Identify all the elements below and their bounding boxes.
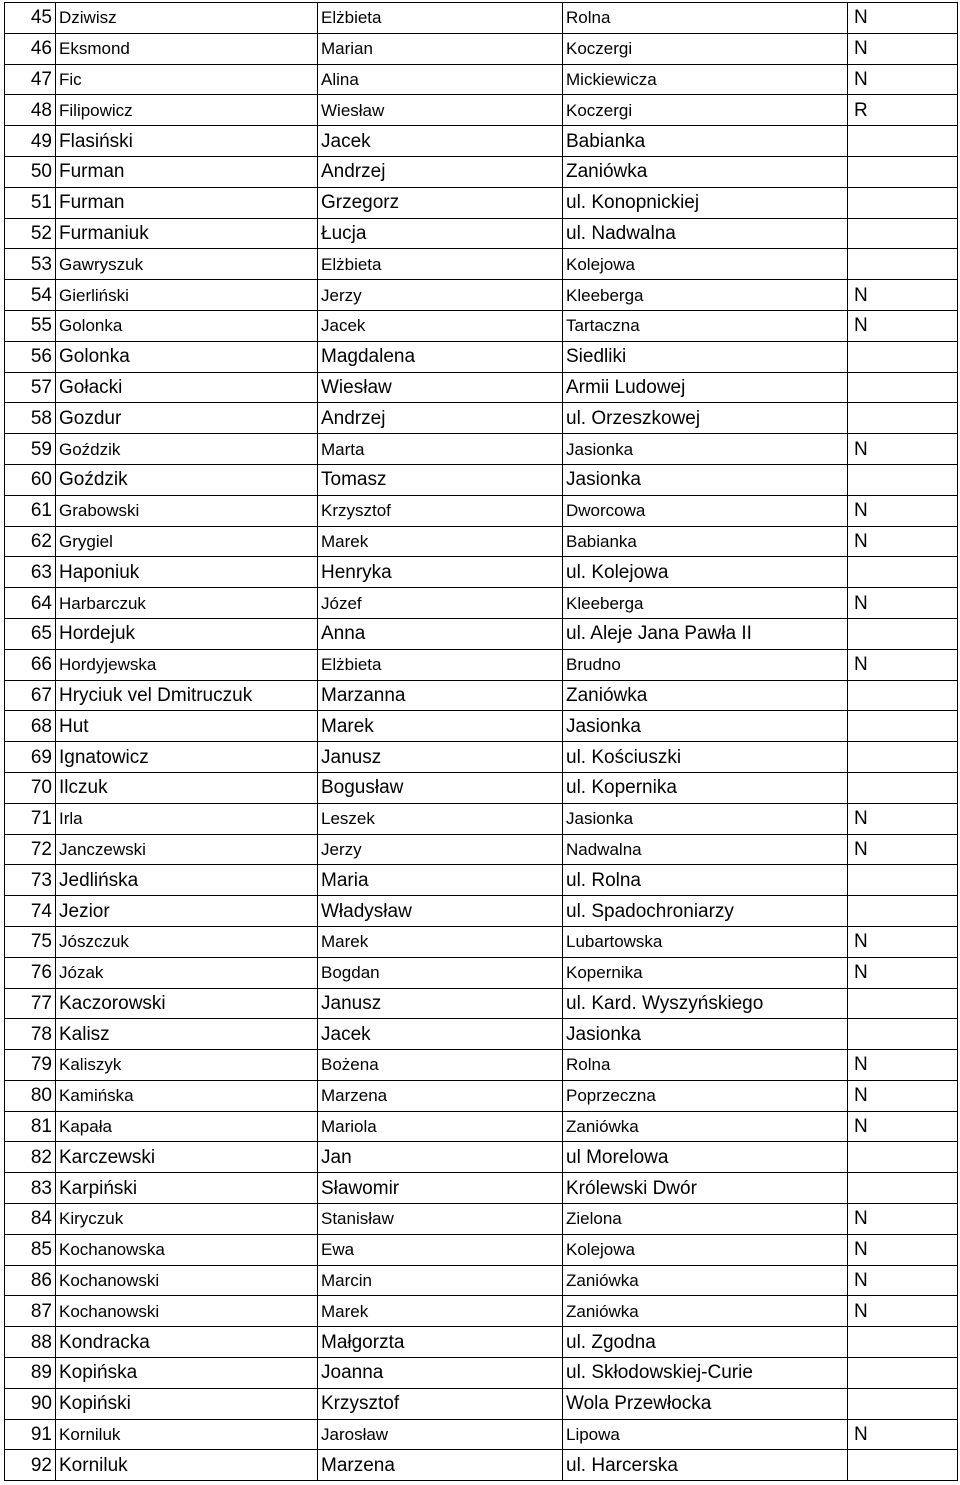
surname-cell: Korniluk	[56, 1419, 318, 1450]
row-number-cell: 75	[5, 926, 56, 957]
status-flag-cell	[848, 1327, 958, 1358]
first-name-cell: Bogdan	[318, 957, 563, 988]
surname-cell: Hordyjewska	[56, 649, 318, 680]
first-name-cell: Krzysztof	[318, 1388, 563, 1419]
address-cell: ul. Kościuszki	[563, 742, 848, 773]
first-name-cell: Łucja	[318, 218, 563, 249]
table-row	[5, 1050, 958, 1081]
status-flag-cell: N	[848, 1050, 958, 1081]
row-number-cell: 53	[5, 249, 56, 280]
first-name-cell: Jan	[318, 1142, 563, 1173]
first-name-cell: Józef	[318, 588, 563, 619]
table-row	[5, 33, 958, 64]
status-flag-cell	[848, 464, 958, 495]
surname-cell: Jezior	[56, 896, 318, 927]
surname-cell: Karpiński	[56, 1173, 318, 1204]
surname-cell: Filipowicz	[56, 95, 318, 126]
surname-cell: Hut	[56, 711, 318, 742]
surname-cell: Goździk	[56, 464, 318, 495]
status-flag-cell: N	[848, 1234, 958, 1265]
status-flag-cell: N	[848, 1111, 958, 1142]
row-number-cell: 57	[5, 372, 56, 403]
row-number-cell: 65	[5, 618, 56, 649]
surname-cell: Kondracka	[56, 1327, 318, 1358]
surname-cell: Fic	[56, 64, 318, 95]
address-cell: Jasionka	[563, 1019, 848, 1050]
address-cell: Nadwalna	[563, 834, 848, 865]
row-number-cell: 64	[5, 588, 56, 619]
status-flag-cell	[848, 618, 958, 649]
status-flag-cell	[848, 1358, 958, 1389]
row-number-cell: 82	[5, 1142, 56, 1173]
surname-cell: Jószczuk	[56, 926, 318, 957]
row-number-cell: 52	[5, 218, 56, 249]
first-name-cell: Marzanna	[318, 680, 563, 711]
first-name-cell: Małgorzta	[318, 1327, 563, 1358]
address-cell: Brudno	[563, 649, 848, 680]
table-row	[5, 1358, 958, 1389]
first-name-cell: Wiesław	[318, 95, 563, 126]
status-flag-cell: N	[848, 1080, 958, 1111]
address-cell: ul. Kard. Wyszyńskiego	[563, 988, 848, 1019]
status-flag-cell	[848, 218, 958, 249]
status-flag-cell	[848, 988, 958, 1019]
row-number-cell: 45	[5, 3, 56, 34]
row-number-cell: 77	[5, 988, 56, 1019]
status-flag-cell	[848, 187, 958, 218]
surname-cell: Gawryszuk	[56, 249, 318, 280]
surname-cell: Kochanowska	[56, 1234, 318, 1265]
address-cell: ul. Rolna	[563, 865, 848, 896]
table-row	[5, 310, 958, 341]
surname-cell: Kopiński	[56, 1388, 318, 1419]
status-flag-cell	[848, 341, 958, 372]
row-number-cell: 62	[5, 526, 56, 557]
table-row	[5, 1296, 958, 1327]
table-row	[5, 1173, 958, 1204]
surname-cell: Gierliński	[56, 280, 318, 311]
surname-cell: Harbarczuk	[56, 588, 318, 619]
surname-cell: Kapała	[56, 1111, 318, 1142]
surname-cell: Furman	[56, 156, 318, 187]
surname-cell: Gozdur	[56, 403, 318, 434]
table-row	[5, 803, 958, 834]
surname-cell: Korniluk	[56, 1450, 318, 1481]
table-row	[5, 1019, 958, 1050]
surname-cell: Karczewski	[56, 1142, 318, 1173]
table-row	[5, 711, 958, 742]
first-name-cell: Janusz	[318, 988, 563, 1019]
row-number-cell: 91	[5, 1419, 56, 1450]
first-name-cell: Elżbieta	[318, 649, 563, 680]
row-number-cell: 92	[5, 1450, 56, 1481]
address-cell: Kleeberga	[563, 280, 848, 311]
surname-cell: Kaczorowski	[56, 988, 318, 1019]
surname-cell: Kamińska	[56, 1080, 318, 1111]
first-name-cell: Joanna	[318, 1358, 563, 1389]
status-flag-cell: N	[848, 588, 958, 619]
row-number-cell: 61	[5, 495, 56, 526]
surname-cell: Furmaniuk	[56, 218, 318, 249]
row-number-cell: 84	[5, 1204, 56, 1235]
row-number-cell: 89	[5, 1358, 56, 1389]
row-number-cell: 58	[5, 403, 56, 434]
address-cell: Siedliki	[563, 341, 848, 372]
first-name-cell: Ewa	[318, 1234, 563, 1265]
first-name-cell: Marcin	[318, 1265, 563, 1296]
surname-cell: Grabowski	[56, 495, 318, 526]
table-row	[5, 280, 958, 311]
status-flag-cell: N	[848, 33, 958, 64]
table-row	[5, 187, 958, 218]
first-name-cell: Henryka	[318, 557, 563, 588]
surname-cell: Kiryczuk	[56, 1204, 318, 1235]
table-row	[5, 649, 958, 680]
table-row	[5, 434, 958, 465]
row-number-cell: 49	[5, 126, 56, 157]
table-row	[5, 618, 958, 649]
first-name-cell: Jacek	[318, 1019, 563, 1050]
address-cell: Zielona	[563, 1204, 848, 1235]
address-cell: Rolna	[563, 1050, 848, 1081]
row-number-cell: 59	[5, 434, 56, 465]
row-number-cell: 72	[5, 834, 56, 865]
table-row	[5, 988, 958, 1019]
surname-cell: Golonka	[56, 341, 318, 372]
status-flag-cell: N	[848, 1296, 958, 1327]
surname-cell: Hryciuk vel Dmitruczuk	[56, 680, 318, 711]
first-name-cell: Sławomir	[318, 1173, 563, 1204]
status-flag-cell: N	[848, 64, 958, 95]
first-name-cell: Tomasz	[318, 464, 563, 495]
address-cell: Zaniówka	[563, 1296, 848, 1327]
surname-cell: Irla	[56, 803, 318, 834]
address-cell: Kleeberga	[563, 588, 848, 619]
table-row	[5, 1388, 958, 1419]
address-cell: Babianka	[563, 126, 848, 157]
status-flag-cell: N	[848, 495, 958, 526]
status-flag-cell: N	[848, 310, 958, 341]
first-name-cell: Marek	[318, 926, 563, 957]
status-flag-cell: N	[848, 280, 958, 311]
status-flag-cell: N	[848, 957, 958, 988]
address-cell: Poprzeczna	[563, 1080, 848, 1111]
address-cell: Kopernika	[563, 957, 848, 988]
row-number-cell: 83	[5, 1173, 56, 1204]
address-cell: Królewski Dwór	[563, 1173, 848, 1204]
status-flag-cell: N	[848, 526, 958, 557]
address-cell: Zaniówka	[563, 680, 848, 711]
table-row	[5, 588, 958, 619]
row-number-cell: 69	[5, 742, 56, 773]
first-name-cell: Jacek	[318, 126, 563, 157]
table-row	[5, 372, 958, 403]
address-cell: Rolna	[563, 3, 848, 34]
table-row	[5, 64, 958, 95]
row-number-cell: 68	[5, 711, 56, 742]
table-row	[5, 557, 958, 588]
address-cell: Lubartowska	[563, 926, 848, 957]
first-name-cell: Elżbieta	[318, 249, 563, 280]
table-row	[5, 1204, 958, 1235]
table-row	[5, 3, 958, 34]
status-flag-cell	[848, 1450, 958, 1481]
table-row	[5, 495, 958, 526]
table-row	[5, 95, 958, 126]
address-cell: Jasionka	[563, 434, 848, 465]
table-row	[5, 896, 958, 927]
table-row	[5, 772, 958, 803]
first-name-cell: Krzysztof	[318, 495, 563, 526]
table-row	[5, 1450, 958, 1481]
surname-cell: Kochanowski	[56, 1265, 318, 1296]
first-name-cell: Władysław	[318, 896, 563, 927]
row-number-cell: 86	[5, 1265, 56, 1296]
status-flag-cell	[848, 1142, 958, 1173]
first-name-cell: Marek	[318, 1296, 563, 1327]
row-number-cell: 67	[5, 680, 56, 711]
address-cell: ul. Zgodna	[563, 1327, 848, 1358]
first-name-cell: Marzena	[318, 1080, 563, 1111]
first-name-cell: Marek	[318, 711, 563, 742]
status-flag-cell	[848, 711, 958, 742]
address-cell: Lipowa	[563, 1419, 848, 1450]
row-number-cell: 51	[5, 187, 56, 218]
surname-cell: Eksmond	[56, 33, 318, 64]
surname-cell: Ilczuk	[56, 772, 318, 803]
address-cell: Koczergi	[563, 33, 848, 64]
status-flag-cell: N	[848, 834, 958, 865]
address-cell: Wola Przewłocka	[563, 1388, 848, 1419]
first-name-cell: Grzegorz	[318, 187, 563, 218]
surname-cell: Haponiuk	[56, 557, 318, 588]
table-row	[5, 1111, 958, 1142]
row-number-cell: 71	[5, 803, 56, 834]
status-flag-cell: N	[848, 649, 958, 680]
surname-cell: Ignatowicz	[56, 742, 318, 773]
status-flag-cell	[848, 126, 958, 157]
first-name-cell: Maria	[318, 865, 563, 896]
table-row	[5, 126, 958, 157]
status-flag-cell: N	[848, 926, 958, 957]
row-number-cell: 87	[5, 1296, 56, 1327]
first-name-cell: Leszek	[318, 803, 563, 834]
surname-cell: Józak	[56, 957, 318, 988]
row-number-cell: 47	[5, 64, 56, 95]
status-flag-cell: N	[848, 1265, 958, 1296]
row-number-cell: 85	[5, 1234, 56, 1265]
first-name-cell: Anna	[318, 618, 563, 649]
table-row	[5, 341, 958, 372]
status-flag-cell	[848, 1388, 958, 1419]
row-number-cell: 50	[5, 156, 56, 187]
first-name-cell: Jerzy	[318, 834, 563, 865]
first-name-cell: Jarosław	[318, 1419, 563, 1450]
status-flag-cell: N	[848, 1204, 958, 1235]
address-cell: ul. Nadwalna	[563, 218, 848, 249]
status-flag-cell	[848, 249, 958, 280]
status-flag-cell: N	[848, 1419, 958, 1450]
row-number-cell: 60	[5, 464, 56, 495]
first-name-cell: Mariola	[318, 1111, 563, 1142]
surname-cell: Hordejuk	[56, 618, 318, 649]
row-number-cell: 66	[5, 649, 56, 680]
first-name-cell: Elżbieta	[318, 3, 563, 34]
surname-cell: Dziwisz	[56, 3, 318, 34]
address-cell: ul. Konopnickiej	[563, 187, 848, 218]
surname-cell: Furman	[56, 187, 318, 218]
first-name-cell: Bogusław	[318, 772, 563, 803]
table-row	[5, 1265, 958, 1296]
status-flag-cell	[848, 557, 958, 588]
first-name-cell: Jacek	[318, 310, 563, 341]
row-number-cell: 80	[5, 1080, 56, 1111]
address-cell: ul. Harcerska	[563, 1450, 848, 1481]
address-cell: Koczergi	[563, 95, 848, 126]
row-number-cell: 55	[5, 310, 56, 341]
status-flag-cell: N	[848, 434, 958, 465]
address-cell: ul. Spadochroniarzy	[563, 896, 848, 927]
address-cell: Kolejowa	[563, 249, 848, 280]
first-name-cell: Janusz	[318, 742, 563, 773]
first-name-cell: Andrzej	[318, 403, 563, 434]
first-name-cell: Magdalena	[318, 341, 563, 372]
first-name-cell: Bożena	[318, 1050, 563, 1081]
table-row	[5, 865, 958, 896]
address-cell: Babianka	[563, 526, 848, 557]
first-name-cell: Marzena	[318, 1450, 563, 1481]
first-name-cell: Marian	[318, 33, 563, 64]
surname-cell: Kalisz	[56, 1019, 318, 1050]
status-flag-cell	[848, 896, 958, 927]
surname-cell: Kopińska	[56, 1358, 318, 1389]
address-cell: ul. Skłodowskiej-Curie	[563, 1358, 848, 1389]
address-cell: Zaniówka	[563, 1111, 848, 1142]
first-name-cell: Stanisław	[318, 1204, 563, 1235]
status-flag-cell	[848, 742, 958, 773]
surname-cell: Golonka	[56, 310, 318, 341]
address-cell: Dworcowa	[563, 495, 848, 526]
first-name-cell: Wiesław	[318, 372, 563, 403]
row-number-cell: 63	[5, 557, 56, 588]
address-cell: Armii Ludowej	[563, 372, 848, 403]
status-flag-cell	[848, 865, 958, 896]
table-row	[5, 218, 958, 249]
table-row	[5, 403, 958, 434]
address-cell: Tartaczna	[563, 310, 848, 341]
address-cell: Zaniówka	[563, 156, 848, 187]
table-row	[5, 464, 958, 495]
status-flag-cell: R	[848, 95, 958, 126]
table-row	[5, 249, 958, 280]
table-row	[5, 957, 958, 988]
first-name-cell: Andrzej	[318, 156, 563, 187]
row-number-cell: 90	[5, 1388, 56, 1419]
status-flag-cell	[848, 372, 958, 403]
row-number-cell: 78	[5, 1019, 56, 1050]
table-row	[5, 1234, 958, 1265]
address-cell: ul Morelowa	[563, 1142, 848, 1173]
address-cell: Mickiewicza	[563, 64, 848, 95]
row-number-cell: 54	[5, 280, 56, 311]
table-row	[5, 526, 958, 557]
surname-cell: Kochanowski	[56, 1296, 318, 1327]
row-number-cell: 56	[5, 341, 56, 372]
address-cell: Jasionka	[563, 803, 848, 834]
address-cell: ul. Kolejowa	[563, 557, 848, 588]
address-cell: Zaniówka	[563, 1265, 848, 1296]
surname-cell: Jedlińska	[56, 865, 318, 896]
address-cell: ul. Orzeszkowej	[563, 403, 848, 434]
status-flag-cell: N	[848, 3, 958, 34]
row-number-cell: 88	[5, 1327, 56, 1358]
status-flag-cell	[848, 1173, 958, 1204]
row-number-cell: 73	[5, 865, 56, 896]
status-flag-cell	[848, 156, 958, 187]
status-flag-cell	[848, 1019, 958, 1050]
surname-cell: Gołacki	[56, 372, 318, 403]
surname-cell: Goździk	[56, 434, 318, 465]
first-name-cell: Alina	[318, 64, 563, 95]
address-cell: ul. Kopernika	[563, 772, 848, 803]
row-number-cell: 74	[5, 896, 56, 927]
address-cell: Kolejowa	[563, 1234, 848, 1265]
address-cell: ul. Aleje Jana Pawła II	[563, 618, 848, 649]
status-flag-cell	[848, 403, 958, 434]
status-flag-cell	[848, 680, 958, 711]
table-row	[5, 1142, 958, 1173]
first-name-cell: Marta	[318, 434, 563, 465]
table-row	[5, 742, 958, 773]
status-flag-cell: N	[848, 803, 958, 834]
table-row	[5, 1327, 958, 1358]
table-row	[5, 1080, 958, 1111]
first-name-cell: Jerzy	[318, 280, 563, 311]
surname-cell: Flasiński	[56, 126, 318, 157]
table-row	[5, 926, 958, 957]
row-number-cell: 81	[5, 1111, 56, 1142]
row-number-cell: 70	[5, 772, 56, 803]
address-cell: Jasionka	[563, 464, 848, 495]
surname-cell: Janczewski	[56, 834, 318, 865]
row-number-cell: 79	[5, 1050, 56, 1081]
status-flag-cell	[848, 772, 958, 803]
table-row	[5, 1419, 958, 1450]
first-name-cell: Marek	[318, 526, 563, 557]
surname-cell: Grygiel	[56, 526, 318, 557]
row-number-cell: 46	[5, 33, 56, 64]
table-row	[5, 834, 958, 865]
row-number-cell: 76	[5, 957, 56, 988]
table-row	[5, 680, 958, 711]
surname-cell: Kaliszyk	[56, 1050, 318, 1081]
residents-table	[4, 2, 958, 1481]
row-number-cell: 48	[5, 95, 56, 126]
address-cell: Jasionka	[563, 711, 848, 742]
table-row	[5, 156, 958, 187]
